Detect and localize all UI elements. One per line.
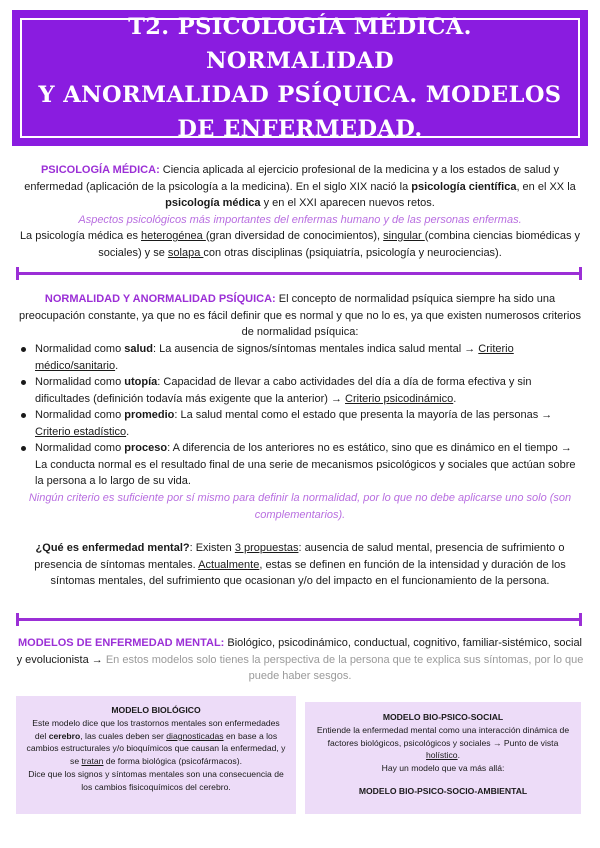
text: (combina ciencias biomédicas y sociales) y se	[98, 230, 581, 259]
criteria-list	[16, 341, 586, 490]
title-frame	[20, 14, 580, 142]
title-line-1: T2. PSICOLOGÍA MÉDICA. NORMALIDAD	[128, 14, 472, 74]
text: El concepto de normalidad psíquica siempre ha sido una preocupación constante, ya que no es fácil definir que es normal y que no lo es, ya que existen numerosos criterios de normalidad psíquica:	[19, 293, 581, 338]
bias-note: En estos modelos solo tienes la perspectiva de la persona que te explica sus síntomas, por lo que puede haber sesgos.	[105, 653, 584, 682]
bold-term: psicología científica	[411, 180, 517, 193]
box-subtitle: MODELO BIO-PSICO-SOCIO-AMBIENTAL	[358, 785, 528, 796]
page-title	[22, 10, 578, 146]
modelo-biologico-box: MODELO BIOLÓGICO Este modelo dice que los trastornos mentales son enfermedades del cerebro, las cuales deben ser diagnosticadas en base a los cambios estructurales y/o bioquímicos que causan la enfermedad, y se tratan de forma biológica (psicofármacos). Dice que los signos y síntomas mentales son una consecuencia de los cambios fisicoquímicos del cerebro.	[16, 696, 296, 814]
underlined-term: solapa	[167, 246, 204, 259]
section-heading-modelos: MODELOS DE ENFERMEDAD MENTAL:	[17, 637, 225, 649]
text: con otras disciplinas (psiquiatría, psicología y neurociencias).	[203, 246, 502, 259]
section-heading-psicologia-medica: PSICOLOGÍA MÉDICA:	[40, 164, 160, 176]
underlined-term: 3 propuestas	[234, 542, 299, 554]
section-divider	[16, 272, 582, 275]
text: (gran diversidad de conocimientos),	[205, 230, 384, 242]
title-line-3: DE ENFERMEDAD.	[177, 116, 423, 142]
title-banner	[12, 10, 588, 146]
box-title: MODELO BIOLÓGICO	[111, 705, 201, 715]
underlined-term: singular	[383, 230, 425, 242]
text: La psicología médica es	[19, 230, 142, 242]
aspects-note: Aspectos psicológicos más importantes del enfermas humano y de las personas enfermas.	[78, 213, 522, 226]
modelos-section: MODELOS DE ENFERMEDAD MENTAL: Biológico, psicodinámico, conductual, cognitivo, familiar-sistémico, social y evolucionista → En estos modelos solo tienes la perspectiva de la persona que te explica sus síntomas, por lo que puede haber sesgos.	[16, 637, 584, 682]
list-item: Normalidad como salud: La ausencia de signos/síntomas mentales indica salud mental → Criterio médico/sanitario.	[16, 341, 586, 374]
normalidad-note: Ningún criterio es suficiente por sí mismo para definir la normalidad, por lo que no debe aplicarse uno solo (son complementarios).	[28, 492, 572, 521]
section-heading-normalidad: NORMALIDAD Y ANORMALIDAD PSÍQUICA:	[44, 293, 276, 305]
list-item: Normalidad como utopía: Capacidad de llevar a cabo actividades del día a día de forma efectiva y sin dificultades (definición todavía más exigente que la anterior) → Criterio psicodinámico.	[16, 374, 586, 407]
text: Ciencia aplicada al ejercicio profesional de la medicina y a los estados de salud y enfermedad (aplicación de la psicología a la medicina). En el siglo XIX nació la	[24, 164, 560, 193]
list-item: Normalidad como proceso: A diferencia de los anteriores no es estático, sino que es dinámico en el tiempo → La conducta normal es el resultado final de una serie de mecanismos psicológicos y sociales que actúan sobre la persona a lo largo de su vida.	[16, 440, 586, 490]
list-item: Normalidad como promedio: La salud mental como el estado que presenta la mayoría de las personas → Criterio estadístico.	[16, 407, 586, 440]
underlined-term: Actualmente	[198, 558, 260, 571]
enfermedad-mental-section: ¿Qué es enfermedad mental?: Existen 3 propuestas: ausencia de salud mental, presencia de sufrimiento o presencia de síntomas mentales. Actualmente, estas se definen en función de la intensidad y duración de los síntomas mentales, del sufrimiento que ocasionan y/o del impacto en el funcionamiento de la persona.	[34, 542, 566, 587]
title-line-2: Y ANORMALIDAD PSÍQUICA. MODELOS	[38, 82, 562, 108]
question-heading: ¿Qué es enfermedad mental?	[35, 542, 190, 554]
psicologia-medica-section	[14, 162, 586, 261]
modelo-bio-psico-social-box: MODELO BIO-PSICO-SOCIAL Entiende la enfermedad mental como una interacción dinámica de factores biológicos, psicológicos y sociales → Punto de vista holístico. Hay un modelo que va más allá: MODELO BIO-PSICO-SOCIO-AMBIENTAL	[305, 702, 581, 814]
section-divider	[16, 618, 582, 621]
box-title: MODELO BIO-PSICO-SOCIAL	[382, 712, 504, 722]
text: , en el XX la	[516, 180, 576, 193]
text: y en el XXI aparecen nuevos retos.	[260, 197, 435, 209]
bold-term: psicología médica	[165, 197, 261, 209]
underlined-term: heterogénea	[141, 230, 206, 242]
normalidad-intro	[14, 291, 586, 341]
